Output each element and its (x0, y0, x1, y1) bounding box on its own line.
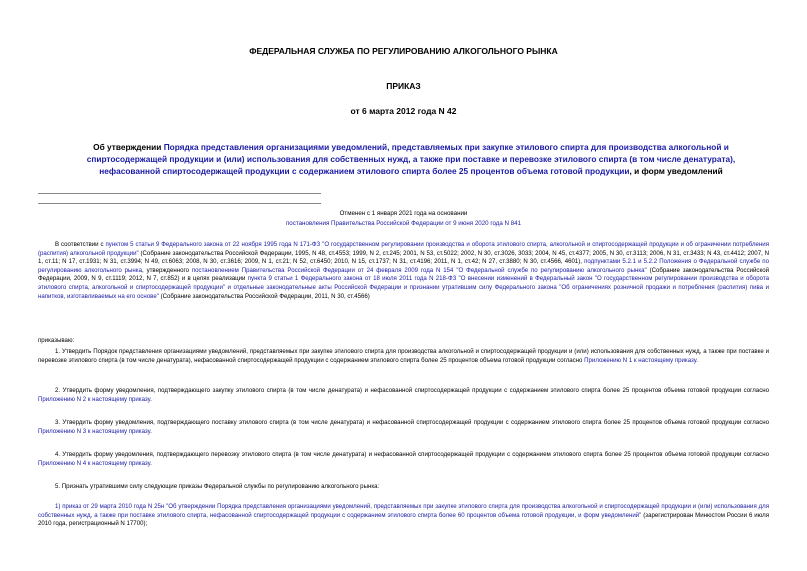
title-link[interactable]: Порядка представления организациями уведомлений, представляемых при закупке этилового спирта для производства алкогольной и спиртосодержащей продукции и (или) использования для собственных нужд, а также при поставке и перевозке этилового спирта (в том числе денатурата), нефасованной спиртосодержащей продукции с содержанием этилового спирта более 25 процентов объема готовой продукции (86, 142, 736, 176)
appendix-link-3[interactable]: Приложению N 3 к настоящему приказу (38, 427, 151, 435)
item-end: . (150, 427, 152, 435)
item-text: 1. Утвердить Порядок представления организациями уведомлений, представляемых при закупке этилового спирта для производства алкогольной и спиртосодержащей продукции и (или) использования для собственных нужд, а также при поставке и перевозке этилового спирта (в том числе денатурата), нефасованной спиртосодержащей продукции с содержанием этилового спирта более 25 процентов объема готовой продукции согласно (38, 348, 769, 364)
title-prefix: Об утверждении (93, 142, 164, 152)
order-item-3 (38, 419, 769, 436)
divider-top (38, 193, 321, 194)
item-text: 3. Утвердить форму уведомления, подтверждающего поставку этилового спирта (в том числе денатурата) и нефасованной спиртосодержащей продукции с содержанием этилового спирта более 25 процентов объема готовой продукции согласно (55, 419, 769, 426)
appendix-link-1[interactable]: Приложению N 1 к настоящему приказу (584, 356, 697, 364)
preamble-text: (Собрание законодательства Российской Федерации, 1995, N 48, ст.4553; 1999, N 2, ст.245; 2001, N 53, ст.5022; 2002, N 30, ст.3026, 3033; 2004, N 45, ст.4377; 2005, N 30, ст.3113; 2006, N 31, ст.3433; N 43, ст.4412; 2007, N 1, ст.11; N 17, ст.1931; N 31, ст.3994; N 49, ст.6063; 2008, N 30, ст.3616; 2009, N 1, ст.21; N 52, ст.6450; 2010, N 15, ст.1737; N 31, ст.4196; 2011, N 1, ст.42; N 27, ст.3880; N 30, ст.4566, 4601), (38, 249, 769, 266)
divider-bottom (38, 203, 321, 204)
document-date: от 6 марта 2012 года N 42 (350, 106, 457, 116)
preamble-text: (Собрание законодательства Российской Федерации, 2009, N 9, ст.1119; 2012, N 7, ст.852) и в целях реализации (38, 266, 770, 283)
item-end: . (150, 459, 152, 467)
order-item-1 (38, 348, 769, 365)
decree-link[interactable]: постановлением Правительства Российской Федерации от 24 февраля 2009 года N 154 "О Федеральной службе по регулированию алкогольного рынка" (191, 266, 647, 274)
cancellation-link[interactable]: постановления Правительства Российской Федерации от 9 июня 2020 года N 841 (285, 219, 522, 227)
document-type: ПРИКАЗ (386, 81, 421, 91)
order-item-2 (38, 387, 769, 404)
cancellation-text: Отменен с 1 января 2021 года на основании (339, 210, 468, 217)
prikazyvayu: приказываю: (38, 337, 75, 344)
repealed-order-1 (38, 503, 769, 529)
cancellation-note (0, 209, 807, 228)
law-link[interactable]: пунктом 5 статьи 9 Федерального закона от 22 ноября 1995 года N 171-ФЗ "О государственном регулировании производства и оборота этилового спирта, алкогольной и спиртосодержащей продукции и об ограничении потребления (распития) алкогольной продукции" (38, 241, 769, 257)
title-suffix: , и форм уведомлений (629, 166, 723, 176)
preamble-text: , утвержденного (142, 266, 192, 274)
appendix-link-4[interactable]: Приложению N 4 к настоящему приказу (38, 459, 151, 467)
order-item-4 (38, 451, 769, 468)
item-text: 2. Утвердить форму уведомления, подтверждающего закупку этилового спирта (в том числе денатурата) и нефасованной спиртосодержащей продукции с содержанием этилового спирта более 25 процентов объема готовой продукции согласно (55, 387, 769, 394)
item-text: 4. Утвердить форму уведомления, подтверждающего перевозку этилового спирта (в том числе денатурата) и нефасованной спиртосодержащей продукции с содержанием этилового спирта более 25 процентов объема готовой продукции согласно (55, 451, 769, 458)
item-end: . (696, 356, 698, 364)
amendment-law-link[interactable]: пункта 9 статьи 1 Федерального закона от 18 июля 2011 года N 218-ФЗ "О внесении изменений в Федеральный закон "О государственном регулировании производства и оборота этилового спирта, алкогольной и спиртосодержащей продукции" и отдельные законодательные акты Российской Федерации и признании утратившим силу Федерального закона "Об ограничениях розничной продажи и потребления (распития) пива и напитков, изготавливаемых на его основе" (38, 275, 769, 300)
repealed-order-link[interactable]: 1) приказ от 29 марта 2010 года N 25н "Об утверждении Порядка представления организациями уведомлений, представляемых при закупке этилового спирта для производства алкогольной и спиртосодержащей продукции и (или) использования для собственных нужд, а также при поставке этилового спирта, нефасованной спиртосодержащей продукции с содержанием этилового спирта более 60 процентов объема готовой продукции, и форм уведомлений" (38, 503, 769, 519)
item-end: . (150, 395, 152, 403)
preamble-text: (Собрание законодательства Российской Федерации, 2011, N 30, ст.4566) (158, 292, 370, 300)
regulation-link[interactable]: подпунктами 5.2.1 и 5.2.2 Положения о Федеральной службе по регулированию алкогольного рынка (38, 258, 769, 274)
document-title (68, 141, 754, 177)
organization-name: ФЕДЕРАЛЬНАЯ СЛУЖБА ПО РЕГУЛИРОВАНИЮ АЛКОГОЛЬНОГО РЫНКА (249, 46, 558, 56)
item-5-text: 5. Признать утратившими силу следующие приказы Федеральной службы по регулированию алкогольного рынка: (55, 483, 380, 490)
preamble-text: В соответствии с (55, 241, 106, 248)
preamble-paragraph (38, 241, 769, 301)
appendix-link-2[interactable]: Приложению N 2 к настоящему приказу (38, 395, 151, 403)
order-item-5 (38, 483, 769, 492)
repealed-order-text: (зарегистрирован Минюстом России 6 июля 2010 года, регистрационный N 17700); (38, 511, 769, 528)
